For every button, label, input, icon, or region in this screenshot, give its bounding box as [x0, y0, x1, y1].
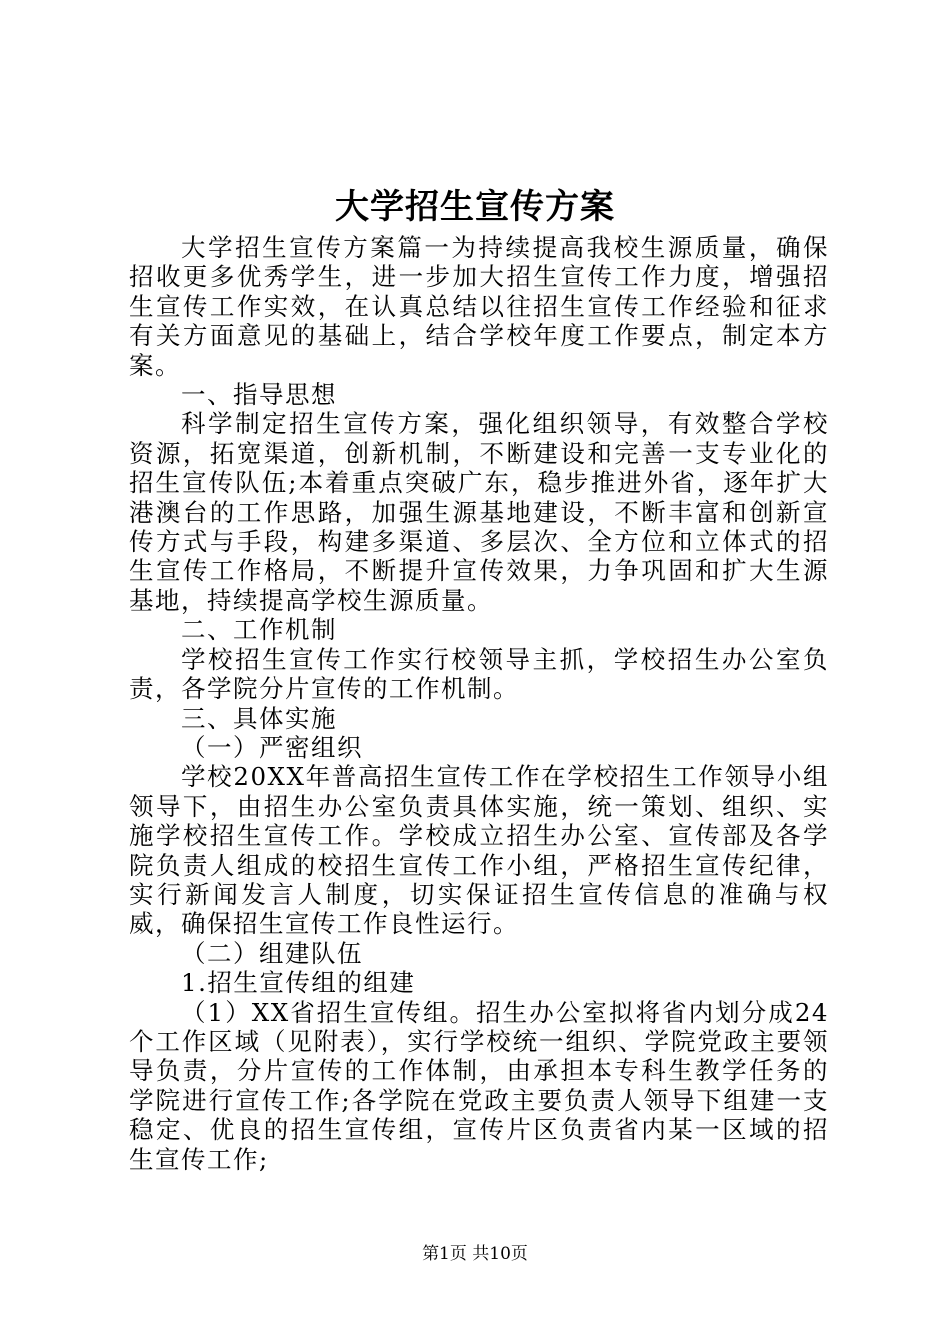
heading-guiding-ideology: 一、指导思想: [181, 380, 337, 410]
paragraph-provincial-team: （1）XX省招生宣传组。招生办公室拟将省内划分成24个工作区域（见附表），实行学校统一组织、学院党政主要领导负责，分片宣传的工作体制，由承担本专科生教学任务的学院进行宣传工作;各学院在党政主要负责人领导下组建一支稳定、优良的招生宣传组，宣传片区负责省内某一区域的招生宣传工作;: [129, 997, 829, 1174]
heading-implementation: 三、具体实施: [181, 703, 337, 733]
heading-work-mechanism: 二、工作机制: [181, 615, 337, 645]
paragraph-organization: 学校20XX年普高招生宣传工作在学校招生工作领导小组领导下，由招生办公室负责具体实施，统一策划、组织、实施学校招生宣传工作。学校成立招生办公室、宣传部及各学院负责人组成的校招生宣传工作小组，严格招生宣传纪律，实行新闻发言人制度，切实保证招生宣传信息的准确与权威，确保招生宣传工作良性运行。: [129, 762, 829, 939]
paragraph-intro: 大学招生宣传方案篇一为持续提高我校生源质量，确保招收更多优秀学生，进一步加大招生宣传工作力度，增强招生宣传工作实效，在认真总结以往招生宣传工作经验和征求有关方面意见的基础上，结合学校年度工作要点，制定本方案。: [129, 233, 829, 380]
subheading-organization: （一）严密组织: [181, 732, 363, 762]
document-body: [129, 233, 829, 1174]
document-title: 大学招生宣传方案: [335, 187, 615, 227]
subheading-team-formation: 1.招生宣传组的组建: [181, 968, 416, 998]
page-footer: 第1页 共10页: [422, 1244, 528, 1264]
subheading-team: （二）组建队伍: [181, 938, 363, 968]
paragraph-work-mechanism: 学校招生宣传工作实行校领导主抓，学校招生办公室负责，各学院分片宣传的工作机制。: [129, 644, 829, 704]
paragraph-guiding-ideology: 科学制定招生宣传方案，强化组织领导，有效整合学校资源，拓宽渠道，创新机制，不断建设和完善一支专业化的招生宣传队伍;本着重点突破广东，稳步推进外省，逐年扩大港澳台的工作思路，加强生源基地建设，不断丰富和创新宣传方式与手段，构建多渠道、多层次、全方位和立体式的招生宣传工作格局，不断提升宣传效果，力争巩固和扩大生源基地，持续提高学校生源质量。: [129, 409, 829, 615]
